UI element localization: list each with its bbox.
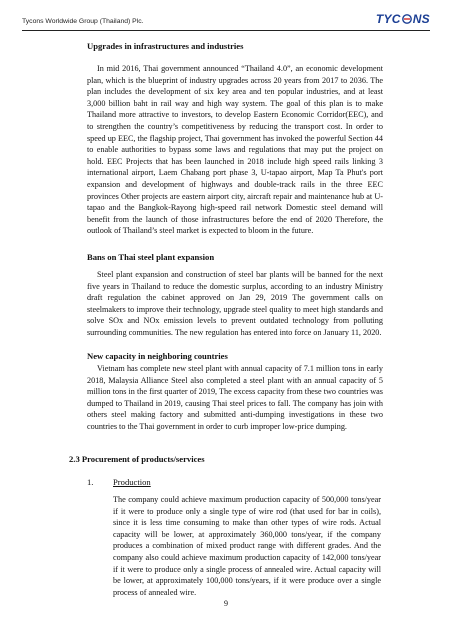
production-item-number: 1.	[87, 477, 94, 487]
logo-mark-icon	[402, 14, 412, 24]
section-bans	[87, 251, 383, 339]
production-text-block	[113, 494, 381, 598]
procurement-heading: 2.3 Procurement of products/services	[69, 454, 205, 464]
section-heading: Bans on Thai steel plant expansion	[87, 252, 215, 262]
production-item-label: Production	[113, 477, 151, 487]
section-body: Vietnam has complete new steel plant with annual capacity of 7.1 million tons in early 2018, Malaysia Alliance Steel also completed a steel plant with an annual capacity of 5 million tons in the first quarter of 2019, The excess capacity from these two countries was dumped to Thailand in 2019, causing Thai steel prices to fall. The company has join with others steel making factory and submitted anti-dumping investigations in these two countries to the Thai government in order to curb improper low-price dumping.	[87, 364, 383, 431]
logo-text-right: NS	[412, 12, 430, 26]
page-number: 9	[224, 599, 228, 608]
section-heading: New capacity in neighboring countries	[87, 351, 228, 361]
production-body: The company could achieve maximum production capacity of 500,000 tons/year if it were to produce only a single type of wire rod (that used for bar in coils), since it is less time consuming to make than other types of wire rods. Actual capacity will be lower, at approximately 360,000 tons/year, if the company produces a combination of mixed product range with different grades. And the company also could achieve maximum production capacity of 142,000 tons/year if it were to produce only a single process of annealed wire. Actual capacity will be lower, at approximately 100,000 tons/years, if it were produce over a single process of annealed wire.	[113, 495, 381, 597]
logo-text-left: TYC	[375, 12, 401, 26]
production-item-heading	[87, 477, 151, 487]
header-company-name: Tycons Worldwide Group (Thailand) Plc.	[22, 18, 144, 25]
section-body: In mid 2016, Thai government announced “Thailand 4.0”, an economic development plan, which is the blueprint of industry upgrades across 20 years from 2017 to 2036. The plan includes the development of six key area and ten popular industries, and at least 3,000 billion baht in rail way and high way system. The goal of this plan is to make Thailand more attractive to investors, to develop Eastern Economic Corridor(EEC), and to strengthen the country’s competitiveness by reducing the transport cost. In order to speed up EEC, the flagship project, Thai government has invoked the powerful Section 44 to enable authorities to bypass some laws and regulations that may put the project on hold. EEC Projects that has been launched in 2018 include high speed rails linking 3 international airport, Laem Chabang port phase 3, U-tapao airport, Map Ta Phut's port expansion and development of highways and double-track rails in the three EEC provinces Other projects are eastern airport city, aircraft repair and maintenance hub at U-tapao and the Bangkok-Rayong high-speed rail network Domestic steel demand will benefit from the launch of those infrastructures before the end of 2020 Therefore, the outlook of Thailand’s steel market is expected to bloom in the future.	[87, 64, 383, 236]
section-heading: Upgrades in infrastructures and industries	[87, 41, 244, 51]
section-body: Steel plant expansion and construction of steel bar plants will be banned for the next five years in Thailand to reduce the domestic surplus, according to an industry Ministry draft regulation the cabinet approved on Jan 29, 2019 The government calls on steelmakers to improve their technology, upgrade steel quality to meet high standards and solve SOx and NOx emission levels to prevent outdated technology from polluting surrounding communities. The new regulation has entered into force on January 11, 2020.	[87, 270, 383, 337]
section-capacity	[87, 350, 383, 433]
company-logo	[376, 12, 430, 26]
section-upgrades	[87, 40, 383, 237]
page-header	[22, 8, 430, 31]
